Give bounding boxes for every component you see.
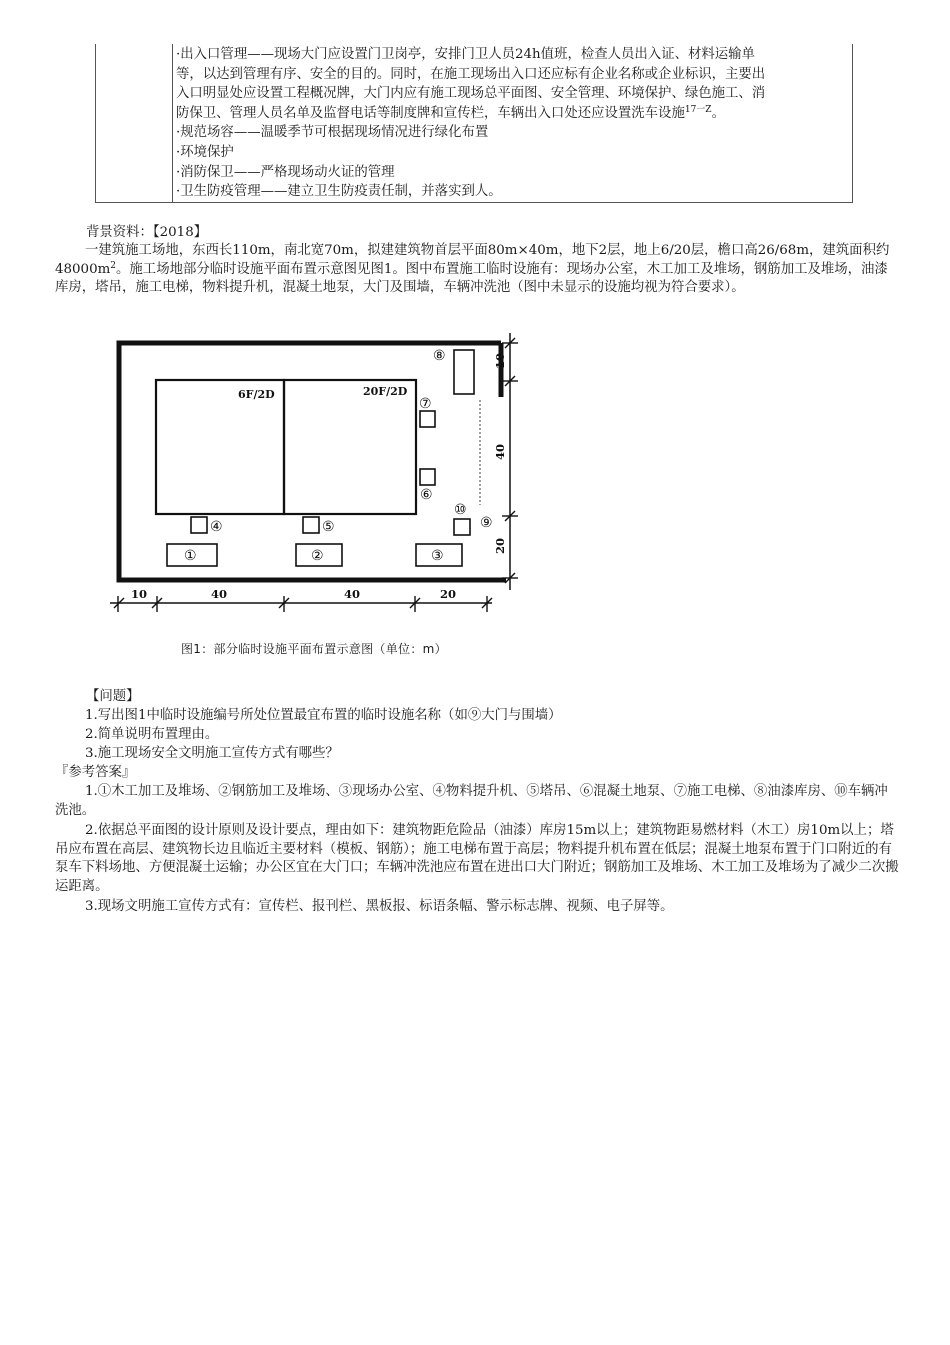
marker-6: ⑥ bbox=[420, 487, 433, 503]
dim-bottom-2: 40 bbox=[211, 587, 228, 601]
facility-7-box bbox=[420, 411, 435, 427]
background-paragraph: 一建筑施工场地，东西长110m，南北宽70m，拟建建筑物首层平面80m×40m，地下2层，地上6/20层，檐口高26/68m，建筑面积约$48000m^2$。施工场地部分临时设施平面布置示意图见图1。图中布置施工临时设施有：现场办公室，木工加工及堆场，钢筋加工及堆场，油漆库房，塔吊，施工电梯，物料提升机，混凝土地泵，大门及围墙，车辆冲洗池（图中未显示的设施均视为符合要求）。 bbox=[55, 243, 890, 296]
answer-1: 1.①木工加工及堆场、②钢筋加工及堆场、③现场办公室、④物料提升机、⑤塔吊、⑥混凝土地泵、⑦施工电梯、⑧油漆库房、⑩车辆冲洗池。 bbox=[55, 784, 888, 818]
dim-right-2: 40 bbox=[493, 443, 507, 460]
marker-3: ③ bbox=[431, 548, 444, 564]
dim-bottom-1: 10 bbox=[131, 587, 148, 601]
background-heading: 背景资料：【2018】 bbox=[86, 225, 208, 240]
facility-5-box bbox=[303, 517, 319, 533]
building-20f-label: 20F/2D bbox=[363, 385, 408, 398]
table-column-divider bbox=[172, 44, 173, 202]
questions-heading: 【问题】 bbox=[86, 689, 140, 704]
table-line: ·规范场容——温暖季节可根据现场情况进行绿化布置 bbox=[176, 125, 489, 141]
marker-4: ④ bbox=[210, 519, 223, 535]
marker-8: ⑧ bbox=[433, 348, 446, 364]
dim-right-1: 10 bbox=[493, 352, 507, 369]
table-line: ·环境保护 bbox=[176, 144, 234, 160]
dim-bottom-4: 20 bbox=[440, 587, 457, 601]
question-1: 1.写出图1中临时设施编号所处位置最宜布置的临时设施名称（如⑨大门与围墙） bbox=[85, 708, 562, 723]
question-2: 2.简单说明布置理由。 bbox=[85, 727, 219, 742]
facility-10-box bbox=[454, 519, 470, 535]
building-20f bbox=[284, 380, 416, 514]
marker-7: ⑦ bbox=[419, 396, 432, 412]
marker-10: ⑩ bbox=[454, 502, 467, 518]
table-line: 防保卫、管理人员名单及监督电话等制度牌和宣传栏，车辆出入口处还应设置洗车设施$^{17一Z}$。 bbox=[176, 104, 725, 121]
marker-5: ⑤ bbox=[322, 519, 335, 535]
dim-right-3: 20 bbox=[493, 537, 507, 554]
answer-heading: 『参考答案』 bbox=[55, 765, 136, 780]
measures-table bbox=[95, 44, 853, 203]
table-line: 等，以达到管理有序、安全的目的。同时，在施工现场出入口还应标有企业名称或企业标识，主要出 bbox=[176, 66, 766, 82]
table-line: ·出入口管理——现场大门应设置门卫岗亭，安排门卫人员24h值班，检查人员出入证、材料运输单 bbox=[176, 47, 755, 62]
answer-3: 3.现场文明施工宣传方式有：宣传栏、报刊栏、黑板报、标语条幅、警示标志牌、视频、电子屏等。 bbox=[85, 899, 674, 914]
question-3: 3.施工现场安全文明施工宣传方式有哪些？ bbox=[85, 746, 339, 761]
marker-9: ⑨ bbox=[480, 515, 493, 531]
building-6f-label: 6F/2D bbox=[238, 388, 275, 401]
table-line: ·卫生防疫管理——建立卫生防疫责任制，并落实到人。 bbox=[176, 184, 502, 200]
table-line: ·消防保卫——严格现场动火证的管理 bbox=[176, 164, 395, 180]
site-plan-figure bbox=[100, 330, 530, 620]
answer-2: 2.依据总平面图的设计原则及设计要点，理由如下：建筑物距危险品（油漆）库房15m以上；建筑物距易燃材料（木工）房10m以上；塔吊应布置在高层、建筑物长边且临近主要材料（模板、钢筋）；施工电梯布置于高层；物料提升机布置在低层；混凝土地泵布置于门口附近的有泵车下料场地、方便混凝土运输；办公区宜在大门口；车辆冲洗池应布置在进出口大门附近；钢筋加工及堆场、木工加工及堆场为了减少二次搬运距离。 bbox=[55, 823, 899, 894]
facility-6-box bbox=[420, 469, 435, 485]
superscript-note: 17一Z bbox=[684, 104, 712, 115]
dim-bottom-3: 40 bbox=[344, 587, 361, 601]
facility-8-box bbox=[454, 350, 474, 394]
figure-caption: 图1：部分临时设施平面布置示意图（单位：m） bbox=[181, 642, 447, 656]
facility-4-box bbox=[191, 517, 207, 533]
table-content-cell bbox=[176, 45, 848, 202]
table-line: 入口明显处应设置工程概况牌，大门内应有施工现场总平面图、安全管理、环境保护、绿色施工、消 bbox=[176, 86, 766, 102]
marker-2: ② bbox=[311, 548, 324, 564]
marker-1: ① bbox=[184, 548, 197, 564]
